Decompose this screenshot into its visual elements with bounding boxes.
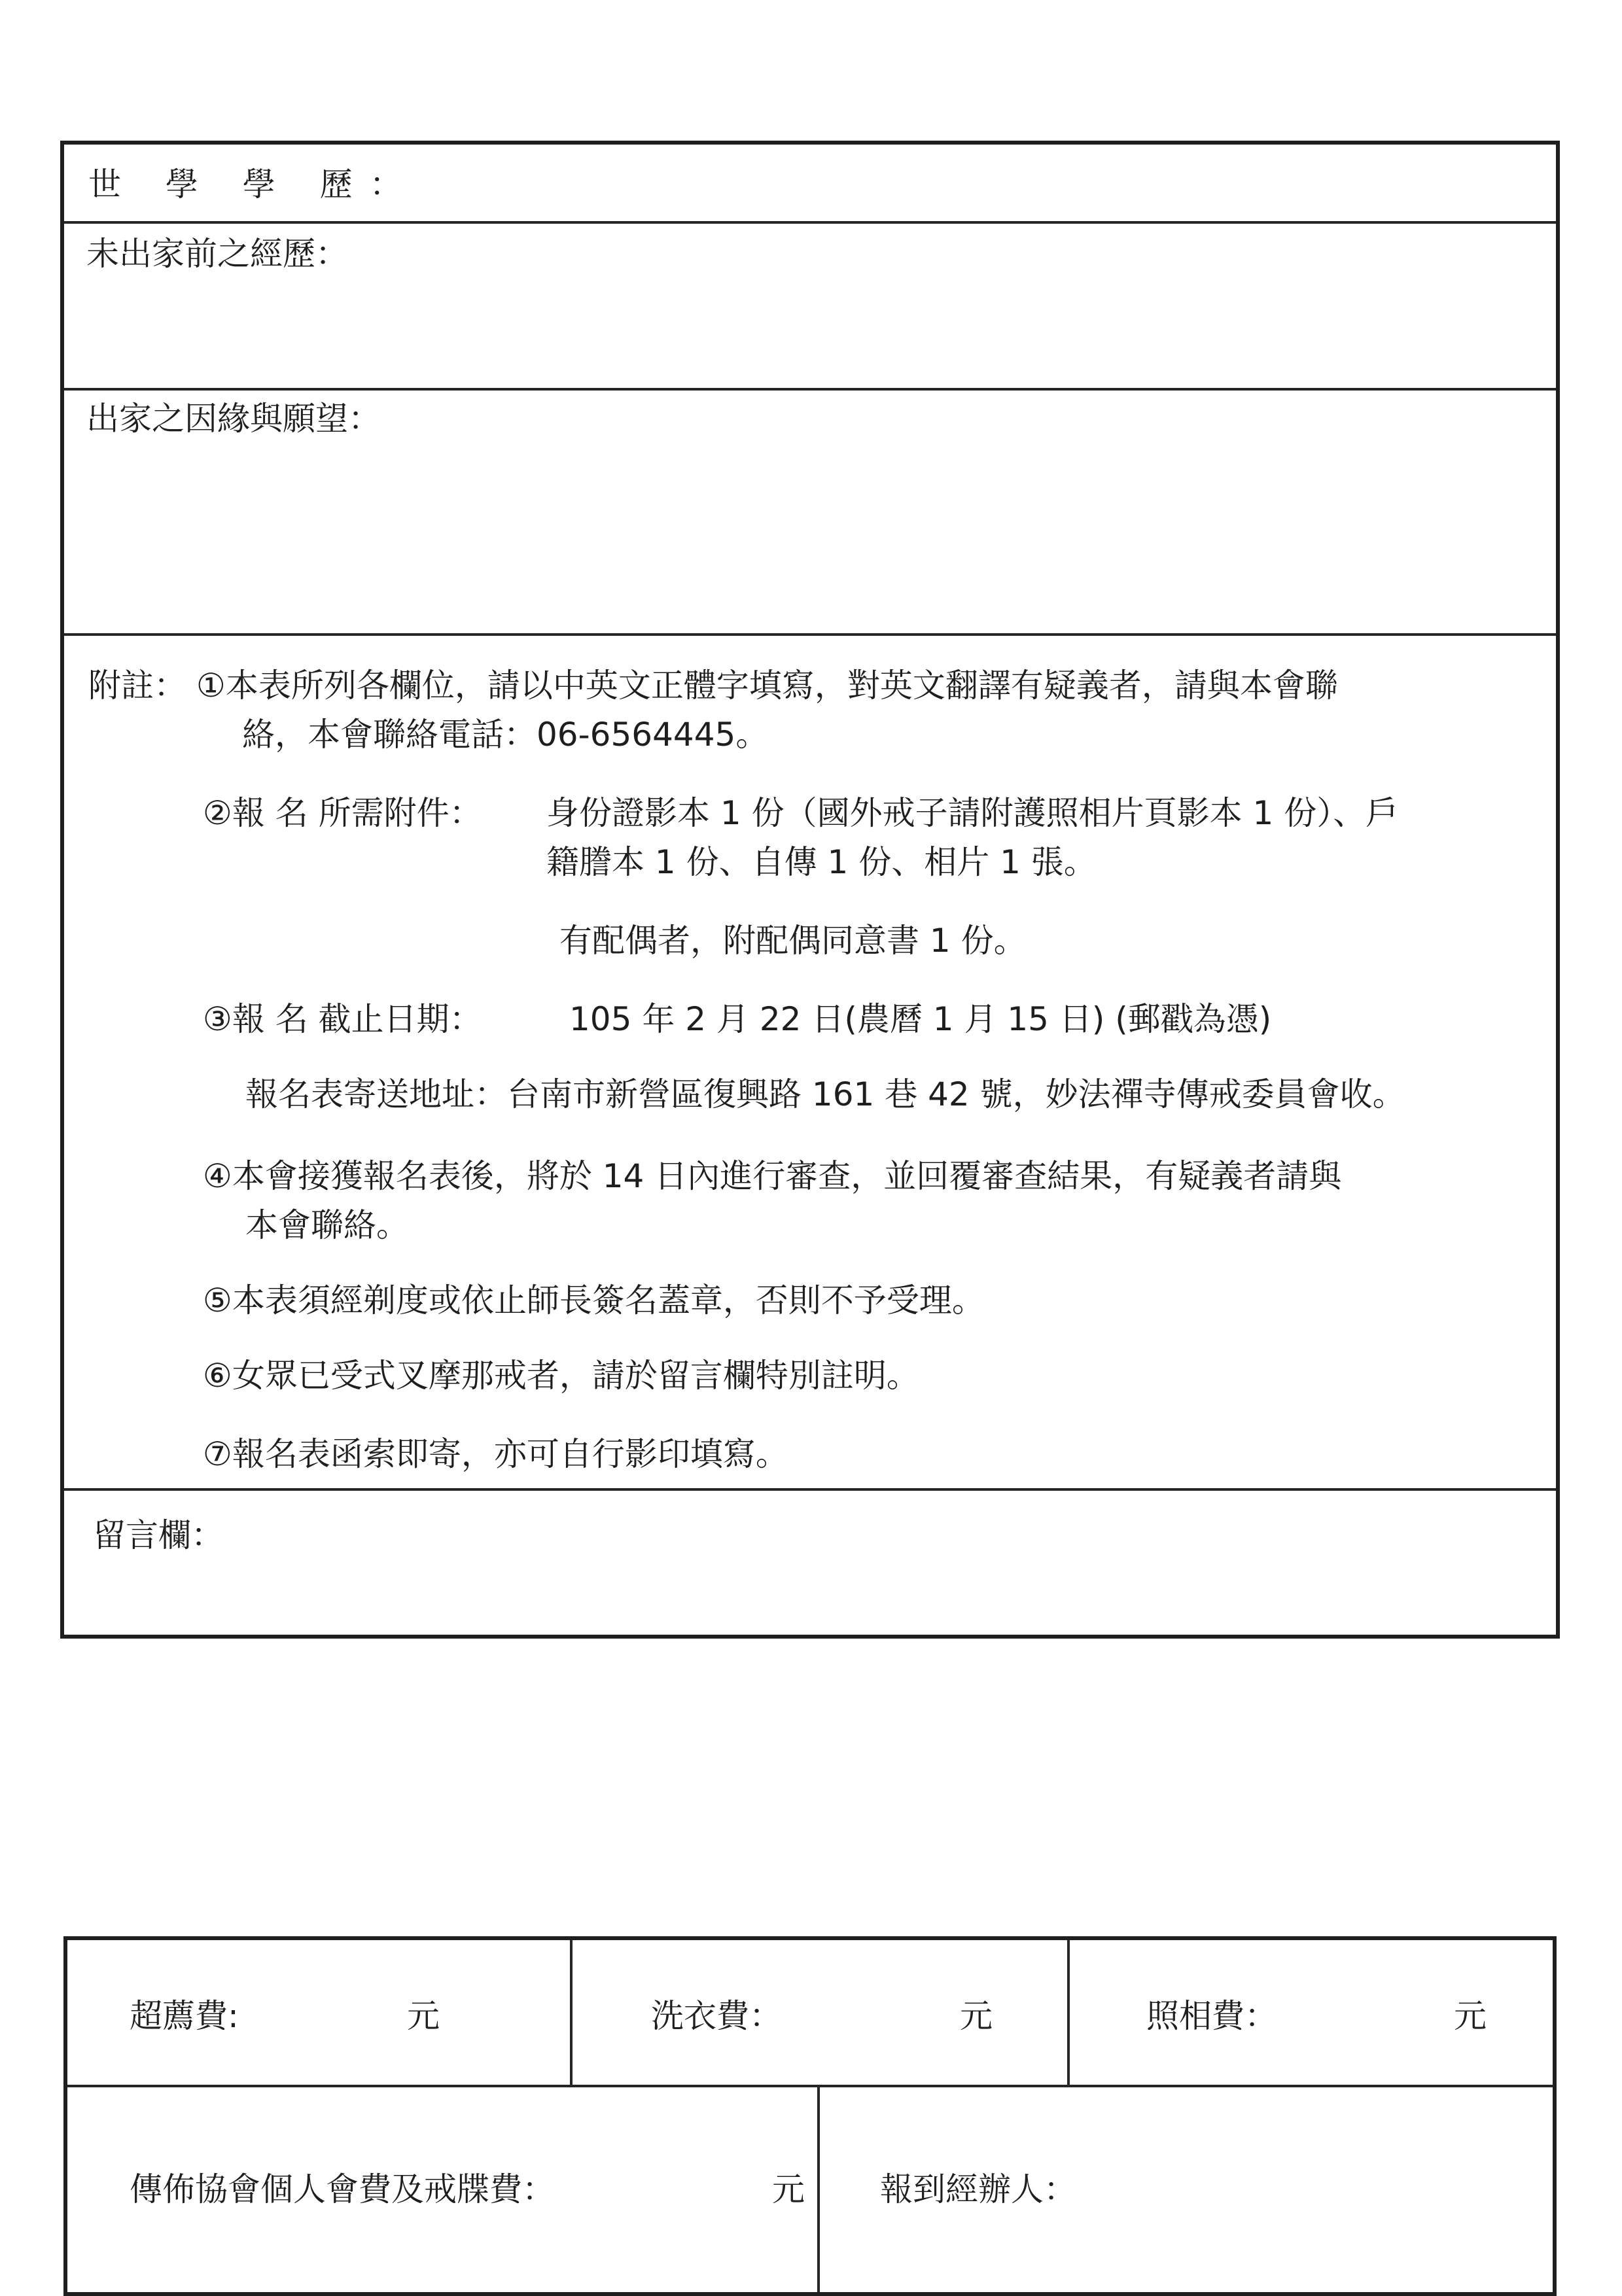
message-label: 留言欄： [93,1516,224,1554]
education-field[interactable] [393,150,1544,216]
note-2-line-3: 有配偶者，附配偶同意書 1 份。 [559,922,1027,960]
registrar-label: 報到經辦人： [880,2170,1076,2208]
ordination-motivation-label: 出家之因緣與願望： [86,400,381,438]
deadline-value: 105 年 2 月 22 日(農曆 1 月 15 日) (郵戳為憑) [569,1000,1272,1038]
note-1-line-2: 絡，本會聯絡電話：06-6564445。 [242,716,769,754]
laundry-fee-label: 洗衣費： [651,1997,782,2035]
recommend-fee-field[interactable] [262,1982,399,2047]
recommend-fee-unit: 元 [407,1997,440,2035]
education-label: 世 學 學 歷： [88,165,419,203]
note-6: ⑥女眾已受式叉摩那戒者，請於留言欄特別註明。 [203,1357,919,1395]
membership-fee-label: 傳佈協會個人會費及戒牒費： [130,2170,555,2208]
ordination-motivation-field[interactable] [72,445,1544,621]
note-7: ⑦報名表函索即寄，亦可自行影印填寫。 [203,1435,788,1473]
row-divider [64,633,1556,636]
row-divider [64,388,1556,391]
note-2-line-1: 身份證影本 1 份（國外戒子請附護照相片頁影本 1 份）、戶 [546,794,1399,832]
row-divider [64,221,1556,224]
note-5: ⑤本表須經剃度或依止師長簽名蓋章，否則不予受理。 [203,1281,985,1319]
note-2-line-2: 籍謄本 1 份、自傳 1 份、相片 1 張。 [546,843,1097,881]
message-field[interactable] [249,1501,1544,1626]
fee-row-divider [67,2085,1553,2087]
registrar-field[interactable] [1125,2155,1544,2221]
membership-fee-unit: 元 [772,2170,805,2208]
pre-ordination-experience-label: 未出家前之經歷： [86,235,348,273]
fee-column-divider [817,2087,820,2292]
fee-column-divider [570,1940,573,2085]
notes-prefix: 附註： [88,667,186,704]
note-2-heading: ②報 名 所需附件： [203,794,482,832]
pre-ordination-experience-field[interactable] [72,281,1544,379]
note-3-heading: ③報 名 截止日期： [203,1000,482,1038]
membership-fee-field[interactable] [628,2155,766,2221]
laundry-fee-field[interactable] [805,1982,952,2047]
photo-fee-unit: 元 [1454,1997,1487,2035]
note-1-line-1: ①本表所列各欄位，請以中英文正體字填寫，對英文翻譯有疑義者，請與本會聯 [196,667,1338,704]
photo-fee-field[interactable] [1299,1982,1446,2047]
recommend-fee-label: 超薦費: [130,1997,239,2035]
fee-column-divider [1067,1940,1070,2085]
row-divider [64,1488,1556,1491]
note-4-line-2: 本會聯絡。 [245,1206,409,1244]
note-4-line-1: ④本會接獲報名表後，將於 14 日內進行審查，並回覆審查結果，有疑義者請與 [203,1157,1342,1195]
laundry-fee-unit: 元 [960,1997,993,2035]
mailing-address: 報名表寄送地址：台南市新營區復興路 161 巷 42 號，妙法禪寺傳戒委員會收。 [245,1075,1405,1113]
photo-fee-label: 照相費： [1146,1997,1277,2035]
